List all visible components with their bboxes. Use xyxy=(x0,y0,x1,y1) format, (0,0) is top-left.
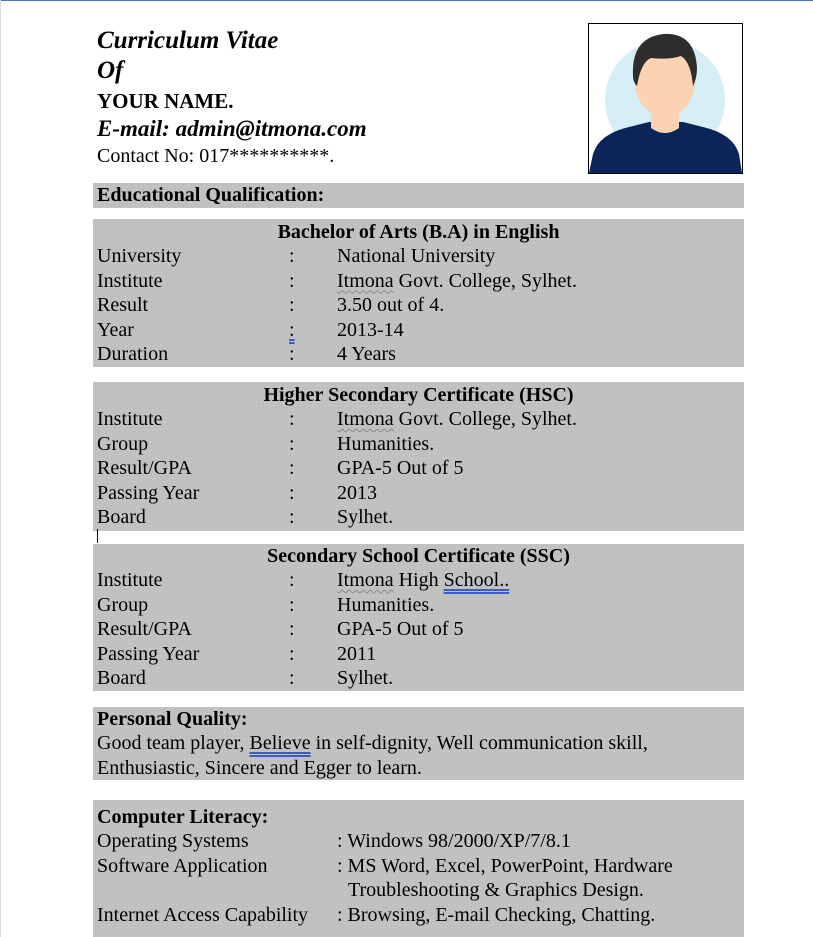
ba-section xyxy=(93,219,744,367)
row-label: Passing Year xyxy=(97,481,200,504)
row-label: Group xyxy=(97,432,149,455)
row-colon: : xyxy=(289,408,295,430)
ba-row-year xyxy=(93,318,744,343)
row-label: Operating Systems xyxy=(97,830,249,852)
row-value-continuation: Troubleshooting & Graphics Design. xyxy=(348,879,644,901)
row-value xyxy=(337,407,577,432)
row-colon: : xyxy=(289,457,295,479)
row-colon: : xyxy=(289,642,295,665)
row-colon: : xyxy=(289,667,295,689)
row-label: University xyxy=(97,245,182,267)
spelling-mark: Itmona xyxy=(337,408,394,430)
row-colon: : xyxy=(289,569,295,591)
row-value: Humanities. xyxy=(337,432,435,455)
row-value-rest: Govt. College, Sylhet. xyxy=(393,408,577,430)
cv-title-line-1: Curriculum Vitae xyxy=(97,27,279,54)
row-colon: : xyxy=(289,481,295,504)
row-value: 4 Years xyxy=(337,343,396,365)
row-value: Sylhet. xyxy=(337,506,394,528)
row-value xyxy=(337,568,509,593)
row-value: GPA-5 Out of 5 xyxy=(337,457,464,479)
row-value: : Windows 98/2000/XP/7/8.1 xyxy=(337,830,571,852)
education-heading: Educational Qualification: xyxy=(97,184,325,206)
row-value: Humanities. xyxy=(337,593,435,616)
hsc-row-board xyxy=(93,505,744,530)
pq-text-part: Enthusiastic, Sincere and Egger to learn. xyxy=(97,757,422,779)
ssc-row-group xyxy=(93,593,744,618)
spelling-mark: Itmona xyxy=(337,269,394,292)
ssc-row-institute xyxy=(93,568,744,593)
pq-text-part: Good team player, xyxy=(97,732,250,754)
hsc-row-passing-year xyxy=(93,481,744,506)
row-value xyxy=(337,269,577,294)
cv-title-line-2: Of xyxy=(97,57,124,84)
row-label: Board xyxy=(97,667,146,689)
row-colon: : xyxy=(289,618,295,640)
personal-quality-text xyxy=(93,731,744,781)
row-value: GPA-5 Out of 5 xyxy=(337,618,464,640)
row-colon: : xyxy=(289,506,295,528)
row-colon: : xyxy=(289,294,295,316)
row-label: Duration xyxy=(97,343,169,365)
row-value: Sylhet. xyxy=(337,667,394,689)
page-left-margin xyxy=(0,0,1,937)
row-label: Institute xyxy=(97,408,163,430)
row-colon: : xyxy=(289,432,295,455)
ssc-row-result xyxy=(93,617,744,642)
row-label: Passing Year xyxy=(97,642,200,665)
ssc-title: Secondary School Certificate (SSC) xyxy=(267,545,570,567)
hsc-section xyxy=(93,382,744,531)
row-label: Year xyxy=(97,318,134,341)
ssc-row-board xyxy=(93,666,744,691)
ba-title: Bachelor of Arts (B.A) in English xyxy=(277,221,560,243)
cl-row-software xyxy=(93,854,744,903)
personal-quality-section xyxy=(93,707,744,780)
row-colon: : xyxy=(289,245,295,267)
row-value-rest: Govt. College, Sylhet. xyxy=(393,269,577,292)
spelling-mark: Itmona xyxy=(337,569,394,591)
row-label: Result xyxy=(97,294,149,316)
row-label: Result/GPA xyxy=(97,457,192,479)
cl-row-os xyxy=(93,829,744,854)
grammar-mark: Believe xyxy=(249,732,311,754)
row-value: : MS Word, Excel, PowerPoint, Hardware xyxy=(337,854,673,877)
profile-photo xyxy=(588,23,743,174)
row-label: Software Application xyxy=(97,854,268,877)
ba-row-university xyxy=(93,244,744,269)
personal-quality-heading: Personal Quality: xyxy=(97,708,248,730)
row-label: Institute xyxy=(97,269,163,292)
ba-row-institute xyxy=(93,269,744,294)
user-avatar-icon xyxy=(589,24,742,173)
ssc-row-passing-year xyxy=(93,642,744,667)
ba-row-duration xyxy=(93,342,744,367)
row-label: Institute xyxy=(97,569,163,591)
row-colon: : xyxy=(289,593,295,616)
hsc-title: Higher Secondary Certificate (HSC) xyxy=(263,384,574,406)
cv-contact: Contact No: 017**********. xyxy=(97,145,335,167)
row-label: Group xyxy=(97,593,149,616)
row-value: 3.50 out of 4. xyxy=(337,294,445,316)
cl-row-internet xyxy=(93,903,744,928)
education-heading-band xyxy=(93,183,744,208)
cv-header xyxy=(97,26,367,169)
row-value: National University xyxy=(337,245,496,267)
row-colon: : xyxy=(289,343,295,365)
row-label: Board xyxy=(97,506,146,528)
cv-name: YOUR NAME. xyxy=(97,89,234,113)
page-top-border xyxy=(0,0,813,1)
row-value: : Browsing, E-mail Checking, Chatting. xyxy=(337,903,656,926)
pq-text-part: in self-dignity, Well communication skill, xyxy=(310,732,648,754)
grammar-mark: School.. xyxy=(443,569,510,591)
row-colon: : xyxy=(289,269,295,292)
cv-email: E-mail: admin@itmona.com xyxy=(97,116,367,141)
row-value: 2013 xyxy=(337,481,377,504)
hsc-row-institute xyxy=(93,407,744,432)
ba-row-result xyxy=(93,293,744,318)
row-value-mid: High xyxy=(393,569,444,591)
text-cursor xyxy=(97,529,98,543)
row-label: Result/GPA xyxy=(97,618,192,640)
hsc-row-result xyxy=(93,456,744,481)
row-value: 2013-14 xyxy=(337,318,404,341)
computer-literacy-heading: Computer Literacy: xyxy=(97,806,269,828)
row-colon: : xyxy=(289,318,295,341)
row-value: 2011 xyxy=(337,642,377,665)
ssc-section xyxy=(93,544,744,691)
row-label: Internet Access Capability xyxy=(97,903,309,926)
computer-literacy-section xyxy=(93,800,744,937)
hsc-row-group xyxy=(93,432,744,457)
